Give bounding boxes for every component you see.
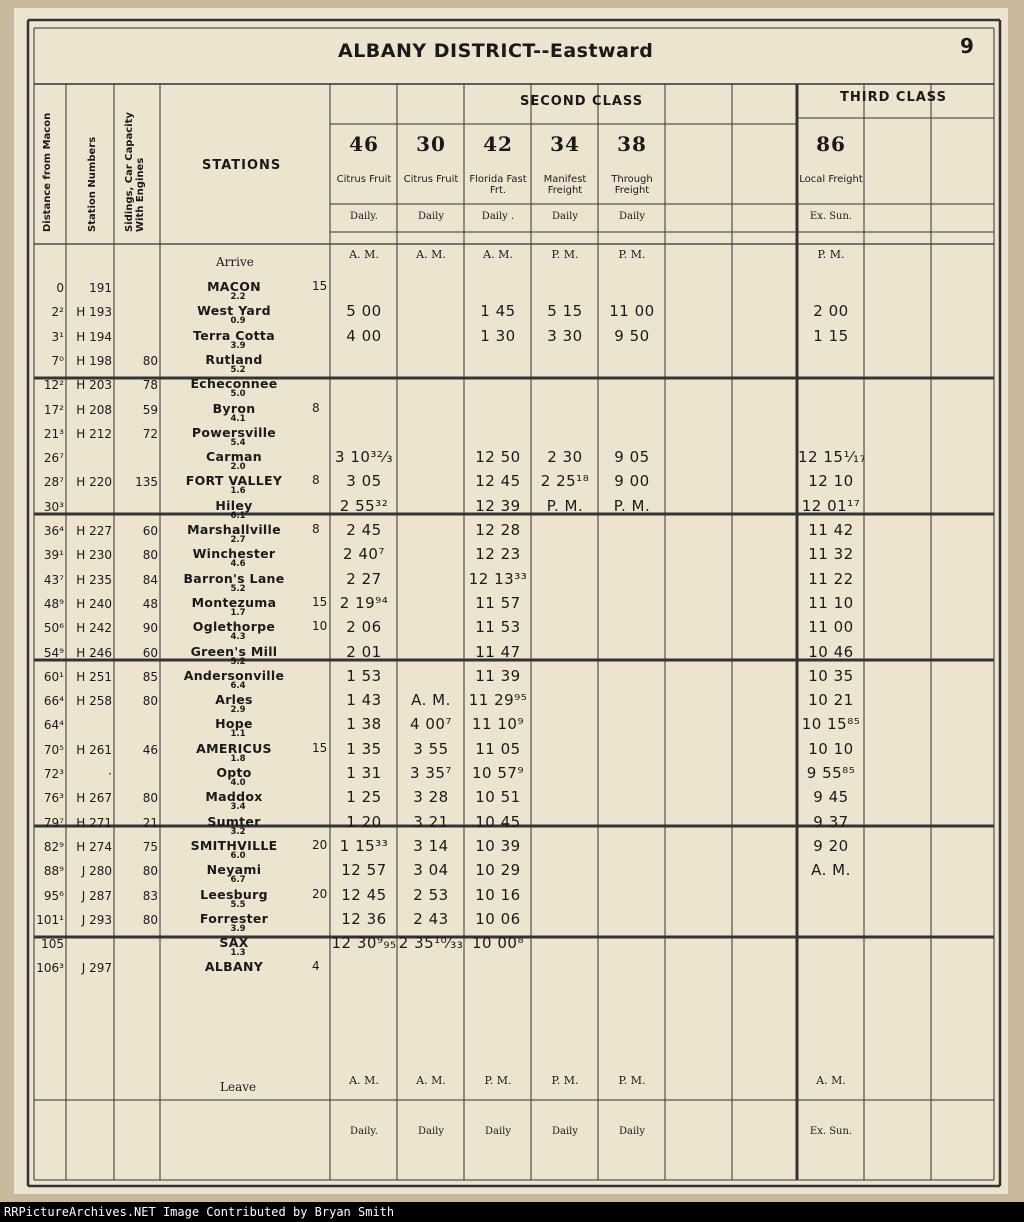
time-cell: 11 57: [475, 593, 521, 612]
distance-cell: 0: [56, 281, 64, 295]
station-name: SAX: [219, 935, 249, 951]
siding-cell: 90: [142, 621, 158, 636]
time-cell: 3 35⁷: [410, 764, 452, 782]
distance-cell: 21³: [43, 426, 64, 441]
leave-meridiem: P. M.: [484, 1074, 512, 1087]
time-cell: 2 06: [346, 618, 382, 637]
segment-distance: 6.4: [230, 680, 246, 691]
time-cell: A. M.: [811, 861, 851, 880]
station-name: Byron: [212, 400, 256, 416]
distance-cell: 48⁹: [43, 596, 64, 611]
segment-distance: 5.2: [230, 656, 246, 667]
segment-distance: 5.2: [230, 583, 246, 594]
distance-cell: 72³: [43, 767, 64, 781]
station-number-cell: H 251: [76, 669, 112, 684]
station-number-cell: H 274: [76, 839, 112, 854]
station-number-cell: H 198: [76, 353, 112, 368]
distance-cell: 106³: [36, 961, 64, 976]
time-cell: P. M.: [546, 496, 584, 515]
distance-cell: 66⁴: [43, 694, 64, 709]
segment-distance: 1.7: [230, 607, 246, 618]
leave-label: Leave: [220, 1080, 257, 1094]
distance-cell: 12²: [43, 378, 64, 393]
segment-distance: 1.8: [230, 753, 246, 764]
train-frequency-bottom: Daily: [551, 1126, 579, 1137]
time-cell: 1 30: [480, 326, 516, 345]
station-number-cell: H 235: [76, 572, 112, 587]
station-numbers-header: Station Numbers: [87, 136, 98, 232]
station-capacity: 15: [312, 594, 328, 609]
time-cell: 3 55: [413, 739, 449, 758]
siding-cell: 21: [142, 815, 158, 830]
arrive-meridiem: P. M.: [551, 248, 579, 261]
time-cell: 3 14: [413, 836, 449, 855]
distance-cell: 95⁶: [43, 888, 64, 903]
station-capacity: 15: [312, 279, 328, 293]
train-description: Florida Fast Frt.: [469, 174, 527, 196]
segment-distance: 6.0: [230, 850, 246, 861]
siding-cell: 80: [142, 791, 158, 806]
train-number: 34: [550, 132, 580, 156]
time-cell: 12 36: [341, 909, 387, 928]
train-frequency: Daily: [551, 211, 579, 222]
siding-cell: 60: [142, 645, 158, 660]
segment-distance: 0.9: [230, 316, 246, 327]
time-cell: 12 10: [808, 472, 854, 491]
station-name: Terra Cotta: [193, 327, 275, 343]
station-name: AMERICUS: [196, 740, 272, 756]
time-cell: 11 32: [808, 545, 854, 564]
time-cell: 10 00⁸: [472, 934, 524, 953]
time-cell: 1 43: [346, 691, 382, 710]
time-cell: 3 04: [413, 861, 449, 880]
station-capacity: 20: [312, 886, 328, 901]
leave-meridiem: A. M.: [816, 1074, 846, 1087]
station-number-cell: H 220: [76, 475, 112, 490]
train-frequency: Daily: [618, 211, 646, 222]
train-frequency-bottom: Daily.: [350, 1126, 378, 1137]
station-number-cell: H 246: [76, 645, 112, 660]
leave-meridiem: P. M.: [618, 1074, 646, 1087]
station-name: Montezuma: [191, 594, 277, 610]
siding-cell: 72: [142, 426, 158, 441]
siding-cell: 48: [142, 596, 158, 611]
time-cell: 1 53: [346, 666, 382, 685]
time-cell: 11 05: [475, 739, 521, 758]
station-capacity: 10: [312, 619, 328, 634]
time-cell: 2 55³²: [339, 496, 389, 515]
distance-header: Distance from Macon: [42, 112, 53, 232]
time-cell: 12 57: [341, 861, 387, 880]
siding-cell: 78: [142, 378, 158, 393]
train-frequency-bottom: Daily: [417, 1126, 445, 1137]
siding-cell: 80: [142, 912, 158, 927]
train-description: Manifest Freight: [543, 174, 587, 196]
time-cell: 2 43: [413, 909, 449, 928]
arrive-meridiem: P. M.: [817, 248, 845, 261]
sidings-header: Sidings, Car Capacity With Engines: [124, 112, 146, 232]
segment-distance: 3.9: [230, 340, 246, 351]
station-capacity: 8: [312, 522, 320, 536]
segment-distance: 2.7: [230, 535, 246, 545]
time-cell: 12 28: [475, 521, 521, 539]
page-number: 9: [960, 34, 974, 58]
time-cell: 11 10: [808, 593, 854, 612]
distance-cell: 54⁹: [43, 645, 64, 660]
distance-cell: 101¹: [36, 912, 64, 927]
time-cell: 11 22: [808, 569, 854, 588]
station-name: Carman: [206, 449, 262, 465]
time-cell: 11 10⁹: [472, 715, 524, 734]
time-cell: 2 40⁷: [343, 545, 385, 564]
station-number-cell: H 258: [76, 694, 112, 709]
distance-cell: 79⁷: [43, 815, 64, 830]
time-cell: 9 00: [614, 472, 650, 491]
time-cell: 2 45: [346, 521, 382, 539]
station-name: FORT VALLEY: [185, 473, 283, 489]
train-frequency-bottom: Daily: [618, 1126, 646, 1137]
time-cell: 10 16: [475, 885, 521, 904]
station-name: Leesburg: [200, 886, 268, 902]
distance-cell: 88⁹: [43, 864, 64, 879]
time-cell: 3 21: [413, 812, 449, 831]
time-cell: 1 31: [346, 764, 382, 782]
distance-cell: 64⁴: [43, 718, 64, 733]
time-cell: 2 30: [547, 448, 583, 467]
arrive-meridiem: A. M.: [416, 248, 446, 261]
train-description: Citrus Fruit: [403, 174, 459, 185]
siding-cell: 80: [142, 864, 158, 879]
station-number-cell: J 280: [81, 864, 112, 879]
station-capacity: 20: [312, 837, 328, 852]
station-number-cell: J 297: [81, 961, 112, 976]
time-cell: 2 00: [813, 302, 849, 321]
time-cell: 3 05: [346, 472, 382, 491]
time-cell: 2 19⁹⁴: [339, 593, 389, 612]
time-cell: P. M.: [613, 496, 651, 515]
time-cell: 10 51: [475, 788, 521, 807]
siding-cell: 85: [142, 669, 158, 684]
distance-cell: 26⁷: [43, 451, 64, 466]
time-cell: 3 30: [547, 326, 583, 345]
segment-distance: 1.1: [230, 729, 246, 740]
station-number-cell: H 227: [76, 524, 112, 538]
time-cell: 11 53: [475, 618, 521, 637]
time-cell: 5 00: [346, 302, 382, 321]
train-number: 38: [617, 132, 647, 156]
time-cell: 12 23: [475, 545, 521, 564]
station-name: Barron's Lane: [183, 570, 285, 586]
time-cell: 12 01¹⁷: [801, 496, 861, 515]
time-cell: 10 35: [808, 666, 854, 685]
train-frequency: Daily: [417, 211, 445, 222]
train-number: 86: [816, 132, 846, 156]
segment-distance: 4.0: [230, 778, 246, 788]
segment-distance: 3.4: [230, 802, 246, 813]
time-cell: 1 35: [346, 739, 382, 758]
time-cell: 11 42: [808, 521, 854, 539]
distance-cell: 50⁶: [43, 621, 64, 636]
time-cell: 4 00⁷: [410, 715, 452, 734]
time-cell: 3 28: [413, 788, 449, 807]
time-cell: 10 39: [475, 836, 521, 855]
train-frequency-bottom: Daily: [484, 1126, 512, 1137]
station-number-cell: J 293: [81, 912, 112, 927]
time-cell: 10 10: [808, 739, 854, 758]
station-number-cell: H 271: [76, 815, 112, 830]
distance-cell: 30³: [43, 499, 64, 514]
time-cell: 12 50: [475, 448, 521, 467]
distance-cell: 70⁵: [43, 742, 64, 757]
siding-cell: 46: [142, 742, 158, 757]
time-cell: 2 35¹⁰⁄₃₃: [398, 934, 464, 953]
train-description: Citrus Fruit: [336, 174, 392, 185]
distance-cell: 2²: [51, 305, 64, 320]
train-frequency-bottom: Ex. Sun.: [809, 1126, 853, 1137]
station-name: Maddox: [205, 789, 263, 805]
time-cell: 10 06: [475, 909, 521, 928]
distance-cell: 7⁰: [51, 353, 64, 368]
station-name: Hope: [215, 716, 253, 732]
segment-distance: 2.2: [230, 292, 246, 302]
station-name: Forrester: [199, 910, 269, 926]
station-capacity: 15: [312, 740, 328, 755]
time-cell: 1 15: [813, 326, 849, 345]
train-description: Through Freight: [611, 174, 653, 196]
siding-cell: 59: [142, 402, 158, 417]
station-number-cell: J 287: [81, 888, 112, 903]
time-cell: 9 20: [813, 836, 849, 855]
segment-distance: 4.1: [230, 413, 246, 424]
station-name: West Yard: [197, 303, 271, 319]
station-name: Powersville: [191, 424, 277, 440]
segment-distance: 5.5: [230, 899, 246, 910]
distance-cell: 3¹: [51, 329, 64, 344]
station-name: SMITHVILLE: [190, 837, 278, 853]
station-name: Rutland: [205, 351, 263, 367]
time-cell: 9 37: [813, 812, 849, 831]
time-cell: 1 20: [346, 812, 382, 831]
arrive-label: Arrive: [216, 255, 254, 269]
distance-cell: 28⁷: [43, 475, 64, 490]
page-title: ALBANY DISTRICT--Eastward: [338, 40, 654, 62]
segment-distance: 3.2: [230, 826, 246, 837]
station-name: Winchester: [192, 546, 276, 562]
siding-cell: 135: [135, 475, 158, 490]
train-frequency: Ex. Sun.: [809, 211, 853, 222]
time-cell: 12 13³³: [468, 569, 528, 588]
station-number-cell: H 193: [76, 305, 112, 320]
siding-cell: 83: [142, 888, 158, 903]
time-cell: 1 38: [346, 715, 382, 734]
time-cell: 11 47: [475, 642, 521, 661]
segment-distance: 5.0: [230, 389, 246, 400]
distance-cell: 39¹: [43, 548, 64, 563]
station-number-cell: H 242: [76, 621, 112, 636]
time-cell: 9 05: [614, 448, 650, 467]
segment-distance: 2.0: [230, 462, 246, 473]
arrive-meridiem: P. M.: [618, 248, 646, 261]
station-number-cell: H 240: [76, 596, 112, 611]
time-cell: 1 25: [346, 788, 382, 807]
distance-cell: 105: [41, 937, 64, 952]
segment-distance: 1.6: [230, 486, 246, 497]
segment-distance: 3.9: [230, 923, 246, 934]
station-name: Sumter: [207, 813, 261, 829]
distance-cell: 76³: [43, 791, 64, 806]
station-number-cell: H 194: [76, 329, 112, 344]
distance-cell: 60¹: [43, 669, 64, 684]
station-name: Green's Mill: [190, 643, 278, 659]
station-number-cell: H 230: [76, 548, 112, 563]
time-cell: 4 00: [346, 326, 382, 345]
station-name: Marshallville: [187, 522, 281, 537]
station-capacity: 4: [312, 959, 320, 974]
time-cell: 10 21: [808, 691, 854, 710]
station-name: Arles: [215, 692, 253, 708]
station-number-cell: H 261: [76, 742, 112, 757]
time-cell: A. M.: [411, 691, 451, 710]
station-name: Opto: [216, 765, 252, 780]
time-cell: 2 53: [413, 885, 449, 904]
arrive-meridiem: A. M.: [349, 248, 379, 261]
segment-distance: 6.1: [230, 510, 246, 521]
time-cell: 12 39: [475, 496, 521, 515]
time-cell: 1 15³³: [339, 836, 389, 855]
stations-header: STATIONS: [202, 158, 282, 173]
time-cell: 2 25¹⁸: [540, 472, 590, 491]
station-number-cell: ·: [108, 767, 112, 781]
siding-cell: 80: [142, 694, 158, 709]
time-cell: 12 45: [341, 885, 387, 904]
third-class-header: THIRD CLASS: [840, 90, 947, 105]
distance-cell: 17²: [43, 402, 64, 417]
distance-cell: 43⁷: [43, 572, 64, 587]
time-cell: 10 15⁸⁵: [801, 715, 861, 734]
station-name: Hiley: [215, 497, 253, 513]
credit-text: RRPictureArchives.NET Image Contributed by Bryan Smith: [4, 1205, 395, 1219]
station-name: Oglethorpe: [192, 619, 276, 635]
train-number: 42: [483, 132, 513, 156]
second-class-header: SECOND CLASS: [520, 94, 644, 109]
time-cell: 10 46: [808, 642, 854, 661]
arrive-meridiem: A. M.: [483, 248, 513, 261]
siding-cell: 84: [142, 572, 158, 587]
segment-distance: 4.3: [230, 632, 246, 643]
time-cell: 10 29: [475, 861, 521, 880]
time-cell: 11 29⁹⁵: [468, 691, 528, 710]
time-cell: 10 57⁹: [472, 764, 524, 782]
time-cell: 3 10³²⁄₃: [335, 448, 393, 467]
time-cell: 9 50: [614, 326, 650, 345]
siding-cell: 75: [142, 839, 158, 854]
train-frequency: Daily .: [481, 211, 515, 222]
time-cell: 12 15¹⁄₁₇: [798, 448, 866, 467]
segment-distance: 2.9: [230, 705, 246, 716]
segment-distance: 6.7: [230, 875, 246, 886]
time-cell: 12 45: [475, 472, 521, 491]
time-cell: 5 15: [547, 302, 583, 321]
time-cell: 11 39: [475, 666, 521, 685]
station-number-cell: H 267: [76, 791, 112, 806]
leave-meridiem: A. M.: [349, 1074, 379, 1087]
train-number: 46: [349, 132, 379, 156]
time-cell: 1 45: [480, 302, 516, 321]
segment-distance: 5.2: [230, 364, 246, 375]
station-name: ALBANY: [204, 959, 264, 975]
distance-cell: 82⁹: [43, 839, 64, 854]
time-cell: 11 00: [808, 618, 854, 637]
distance-cell: 36⁴: [43, 524, 64, 538]
time-cell: 2 27: [346, 569, 382, 588]
station-name: Echeconnee: [190, 376, 278, 392]
time-cell: 9 55⁸⁵: [806, 764, 856, 782]
time-cell: 10 45: [475, 812, 521, 831]
station-capacity: 8: [312, 400, 320, 415]
leave-meridiem: A. M.: [416, 1074, 446, 1087]
segment-distance: 1.3: [230, 948, 246, 959]
segment-distance: 5.4: [230, 437, 246, 448]
station-number-cell: H 203: [76, 378, 112, 393]
train-description: Local Freight: [799, 174, 863, 185]
leave-meridiem: P. M.: [551, 1074, 579, 1087]
time-cell: 12 30⁹₉₅: [331, 934, 397, 953]
station-number-cell: H 212: [76, 426, 112, 441]
segment-distance: 4.6: [230, 559, 246, 570]
station-name: MACON: [207, 279, 261, 294]
station-name: Neyami: [206, 862, 262, 878]
train-frequency: Daily.: [350, 211, 378, 222]
train-number: 30: [416, 132, 446, 156]
station-capacity: 8: [312, 473, 320, 488]
siding-cell: 80: [142, 353, 158, 368]
time-cell: 2 01: [346, 642, 382, 661]
station-number-cell: 191: [89, 281, 112, 295]
time-cell: 9 45: [813, 788, 849, 807]
time-cell: 11 00: [609, 302, 655, 321]
siding-cell: 80: [142, 548, 158, 563]
station-number-cell: H 208: [76, 402, 112, 417]
station-name: Andersonville: [183, 667, 285, 683]
siding-cell: 60: [142, 524, 158, 538]
